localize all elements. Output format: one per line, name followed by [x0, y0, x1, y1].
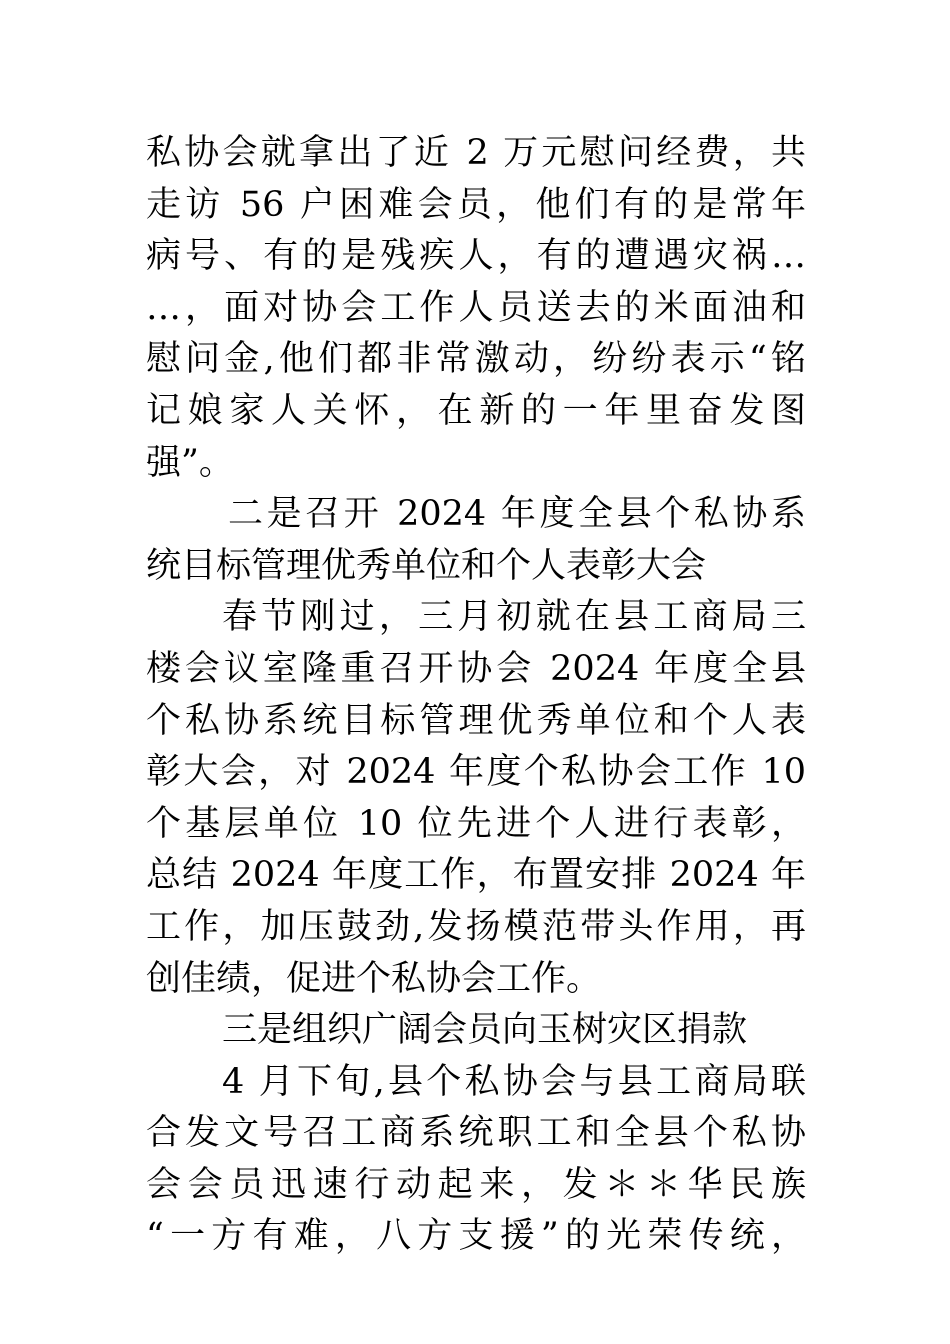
heading-line: 三是组织广阔会员向玉树灾区捐款	[222, 1010, 748, 1051]
text-line: 走访 56 户困难会员，他们有的是常年	[146, 184, 806, 225]
heading-line: 统目标管理优秀单位和个人表彰大会	[146, 545, 707, 586]
heading-line: 二是召开 2024 年度全县个私协系	[228, 494, 806, 535]
paragraph-commendation-meeting	[146, 592, 806, 1005]
text-line: 会会员迅速行动起来，发＊＊华民族	[146, 1164, 806, 1205]
text-line: 强”。	[146, 442, 234, 483]
text-line: 慰问金,他们都非常激动，纷纷表示“铭	[146, 339, 806, 380]
text-line: 私协会就拿出了近 2 万元慰问经费，共	[146, 133, 806, 173]
text-line: 春节刚过，三月初就在县工商局三	[222, 597, 806, 638]
heading-yushu-donation	[146, 1005, 806, 1057]
text-line: 彰大会，对 2024 年度个私协会工作 10	[146, 752, 806, 793]
text-line: …，面对协会工作人员送去的米面油和	[146, 287, 806, 328]
text-line: 个私协系统目标管理优秀单位和个人表	[146, 700, 806, 741]
text-line: 个基层单位 10 位先进个人进行表彰，	[146, 803, 806, 844]
text-line: 创佳绩，促进个私协会工作。	[146, 958, 602, 999]
text-line: 工作，加压鼓劲,发扬模范带头作用，再	[146, 906, 806, 947]
heading-commendation-meeting	[146, 489, 806, 592]
text-line: 记娘家人关怀，在新的一年里奋发图	[146, 390, 806, 431]
text-line: 4 月下旬,县个私协会与县工商局联	[222, 1061, 806, 1102]
text-line: 合发文号召工商系统职工和全县个私协	[146, 1113, 806, 1154]
document-body	[146, 128, 806, 1263]
paragraph-condolence-visits	[146, 128, 806, 489]
text-line: “一方有难，八方支援”的光荣传统，	[146, 1216, 806, 1257]
text-line: 病号、有的是残疾人，有的遭遇灾祸…	[146, 236, 806, 277]
text-line: 总结 2024 年度工作，布置安排 2024 年	[146, 855, 806, 896]
text-line: 楼会议室隆重召开协会 2024 年度全县	[146, 648, 806, 689]
paragraph-yushu-donation	[146, 1057, 806, 1263]
